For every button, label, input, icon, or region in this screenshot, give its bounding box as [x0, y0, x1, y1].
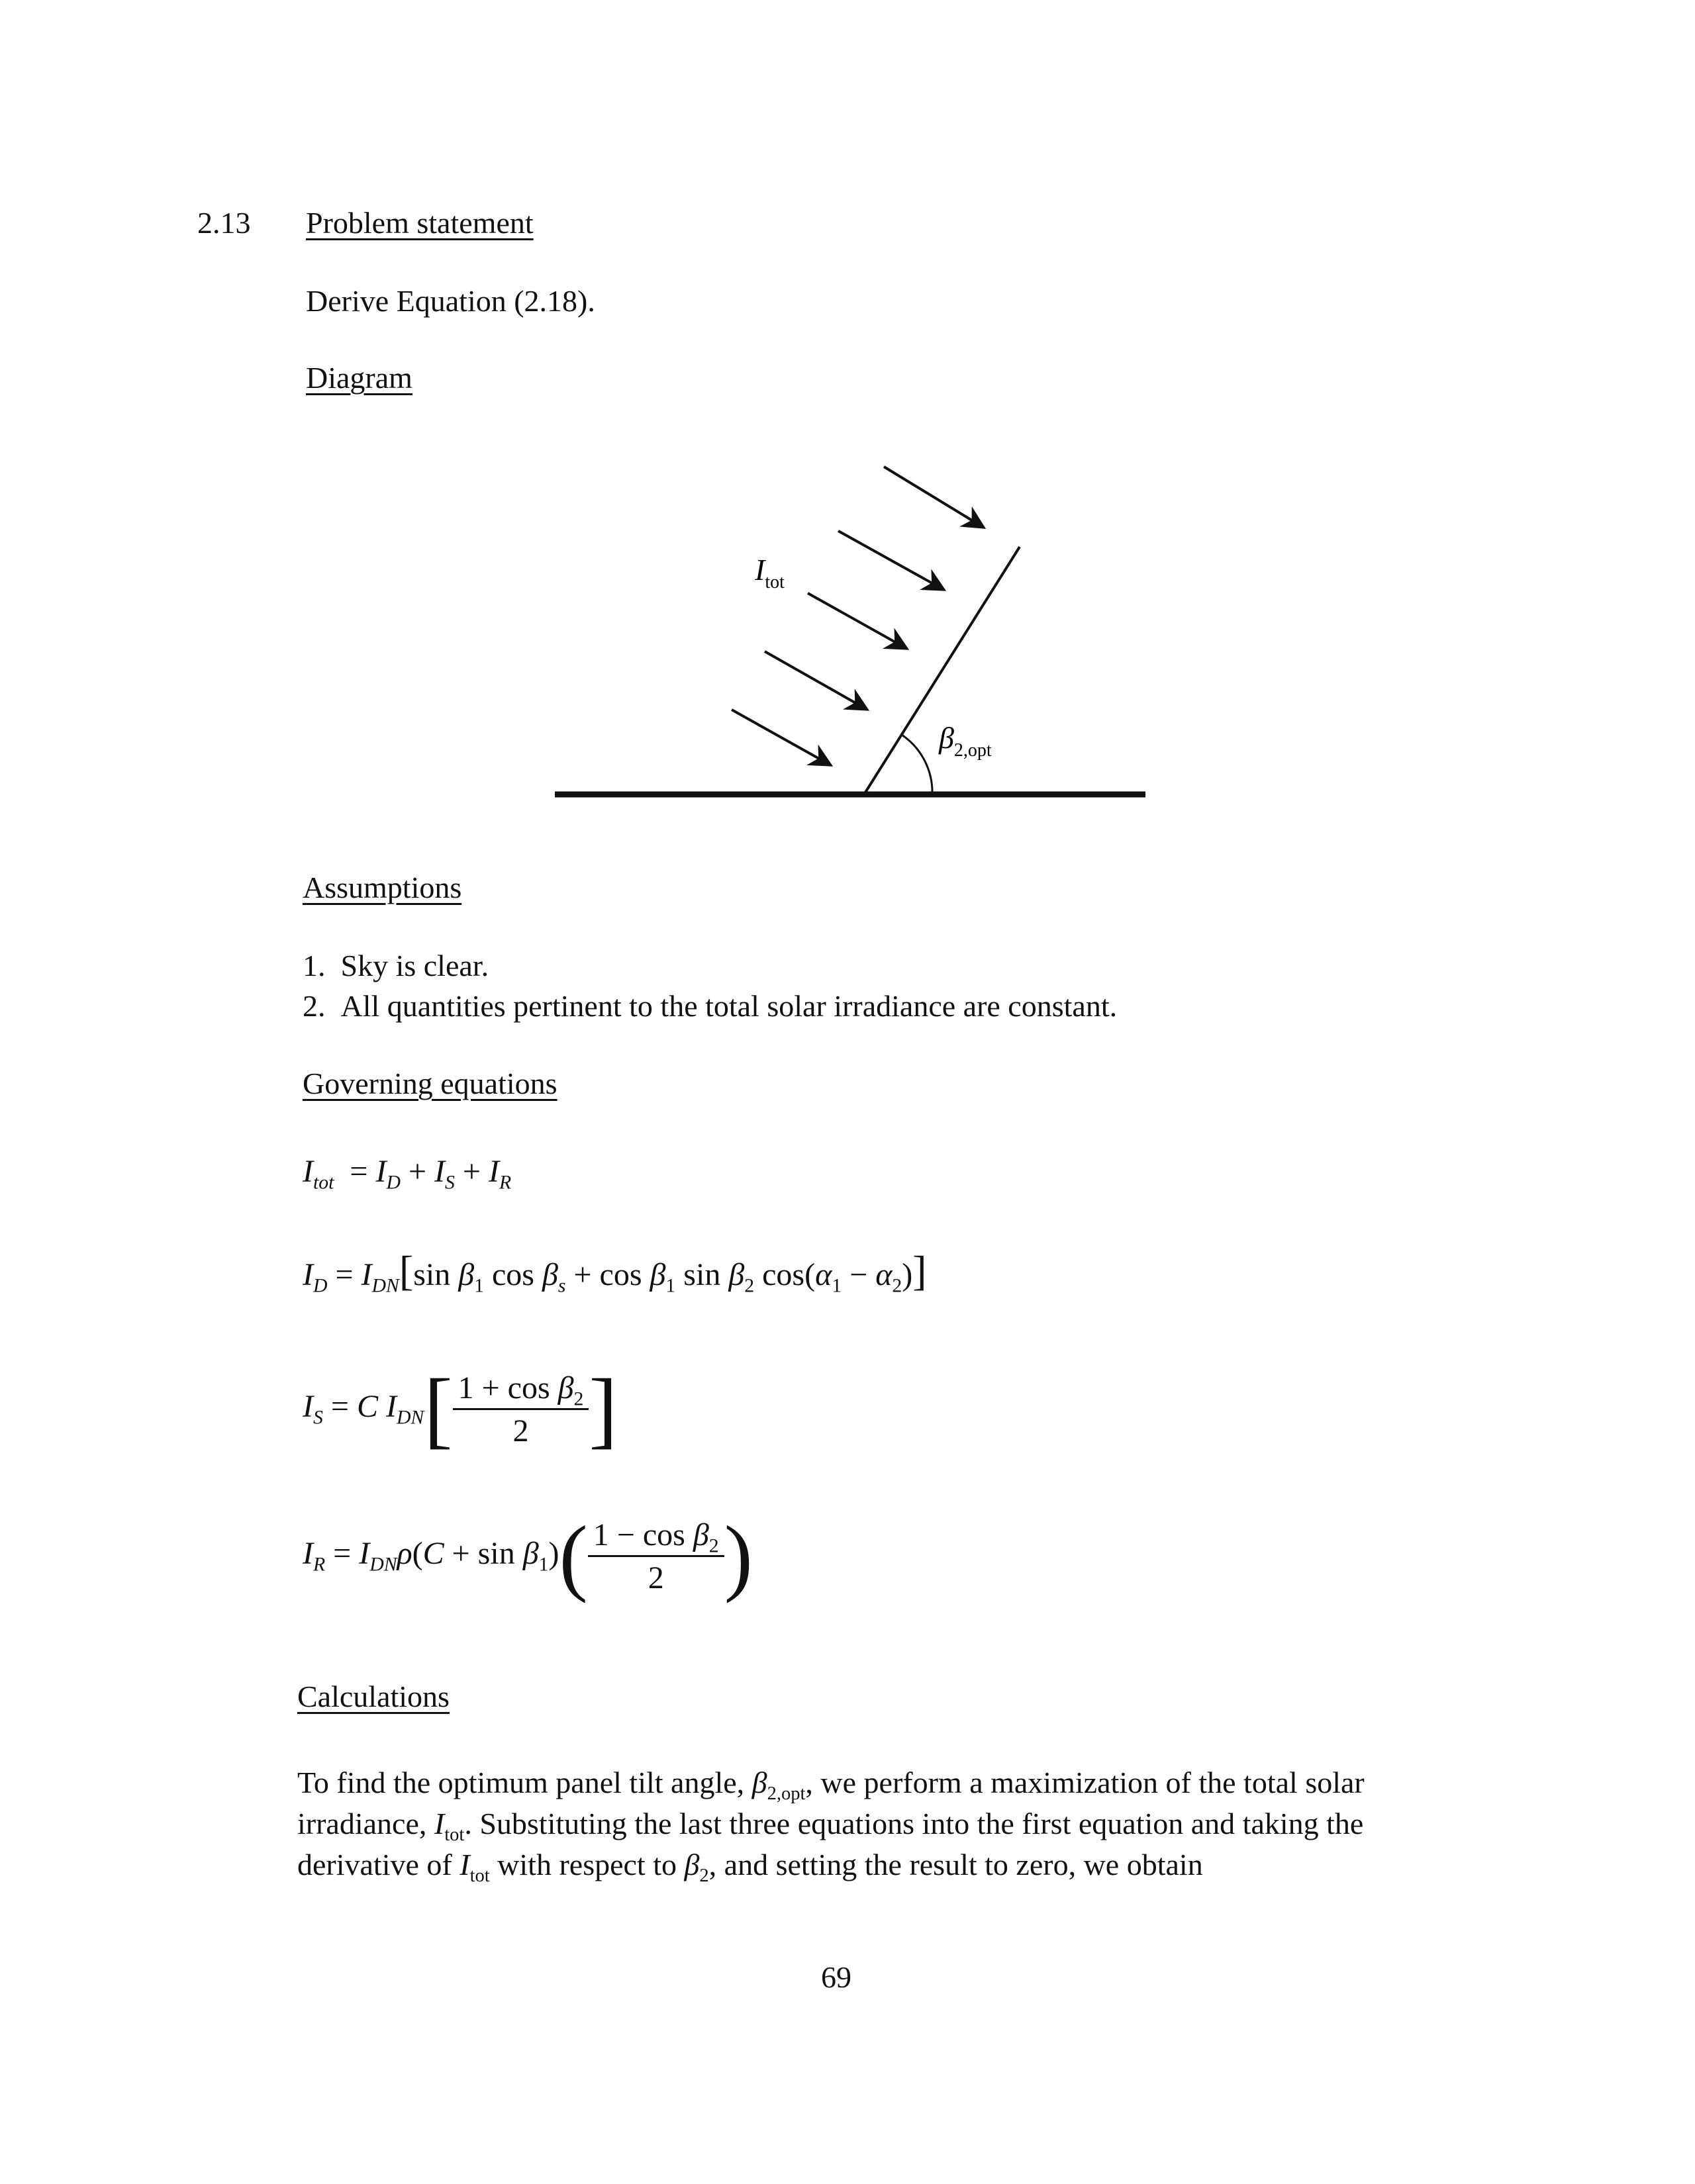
page-number: 69	[821, 1960, 851, 1994]
sun-ray-arrow	[838, 531, 944, 590]
tilt-angle-arc	[902, 735, 932, 794]
equation-direct: $I_D = I_{DN}[\sin$ $\beta_1$ $\cos \beta_s + \cos \beta_1$ $\sin \beta_2$ $\cos(\alpha_1 - \alpha_2)$]	[303, 1247, 927, 1297]
problem-number: 2.13	[197, 206, 251, 240]
sun-ray-arrow	[808, 593, 907, 649]
governing-heading: Governing equations	[303, 1067, 557, 1100]
sun-ray-arrow	[884, 467, 984, 528]
tilt-diagram	[0, 0, 1695, 861]
assumptions-heading: Assumptions	[303, 871, 462, 904]
tilt-angle-label: $\beta_{2,opt}$	[939, 721, 992, 761]
irradiance-label: $I_{tot}$	[755, 553, 785, 593]
assumption-item: 2. All quantities pertinent to the total solar irradiance are constant.	[303, 989, 1118, 1023]
diagram-heading: Diagram	[306, 361, 412, 395]
equation-sky-diffuse: $I_S = C$ $I_{DN}$[ $\frac{1 + \cos \beta_2}{2}$ ]	[303, 1362, 618, 1457]
problem-heading: Problem statement	[306, 206, 534, 240]
calculations-heading: Calculations	[297, 1680, 450, 1713]
assumption-item: 1. Sky is clear.	[303, 949, 489, 982]
equation-total-irradiance: $I_{tot} = I_D + I_S + I_R$	[303, 1154, 512, 1194]
calculations-paragraph: To find the optimum panel tilt angle, $\beta_{2,opt}$, we perform a maximization of the total solar irradiance, $I_{tot}$. Substituting the last three equations into the first equation and taking the derivative of $I_{tot}$ with respect to $\beta_2$, and setting the result to zero, we obtain	[297, 1766, 1365, 1886]
sun-ray-arrow	[732, 710, 831, 765]
sun-ray-arrow	[765, 651, 867, 710]
equation-reflected: $I_R = I_{DN}\rho(C + \sin \beta_1)$( $\frac{1 - \cos \beta_2}{2}$ )	[303, 1509, 753, 1604]
panel-line	[864, 547, 1020, 794]
problem-statement: Derive Equation (2.18).	[306, 284, 595, 318]
